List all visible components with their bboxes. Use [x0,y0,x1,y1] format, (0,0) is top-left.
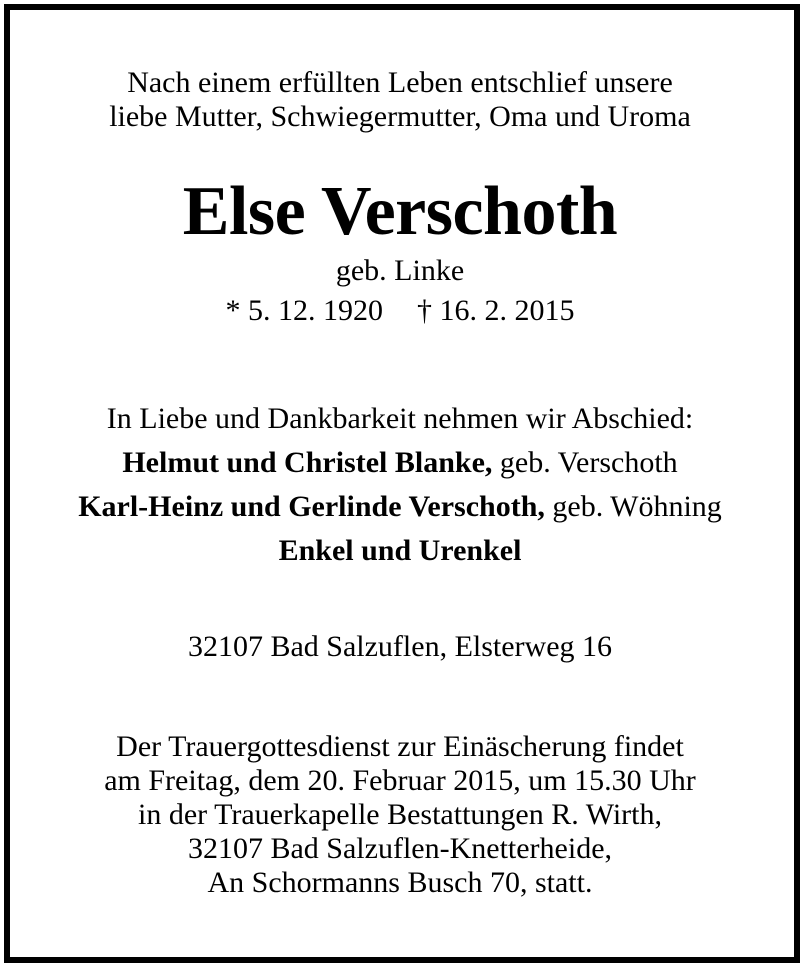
family-2-names: Karl-Heinz und Gerlinde Verschoth, [78,490,545,523]
family-1-note: geb. Verschoth [499,446,678,479]
mourner-family-2 [0,490,800,524]
grandchildren: Enkel und Urenkel [278,534,522,567]
maiden-name: geb. Linke [335,254,465,287]
family-1-names: Helmut und Christel Blanke, [122,446,493,479]
mourners-heading: In Liebe und Dankbarkeit nehmen wir Abschied: [106,402,694,435]
life-dates [0,294,800,328]
mourner-family-1 [0,446,800,480]
home-address: 32107 Bad Salzuflen, Elsterweg 16 [187,630,613,663]
intro-line-1: Nach einem erfüllten Leben entschlief unsere [127,66,673,99]
death-date: † 16. 2. 2015 [417,294,575,327]
service-line-1: Der Trauergottesdienst zur Einäscherung findet [116,730,684,763]
service-line-3: in der Trauerkapelle Bestattungen R. Wirth, [138,798,662,831]
intro-line-2: liebe Mutter, Schwiegermutter, Oma und Uroma [109,100,691,133]
service-line-2: am Freitag, dem 20. Februar 2015, um 15.30 Uhr [104,764,696,797]
family-2-note: geb. Wöhning [552,490,722,523]
deceased-name: Else Verschoth [182,173,618,250]
service-line-5: An Schormanns Busch 70, statt. [207,866,593,899]
service-line-4: 32107 Bad Salzuflen-Knetterheide, [187,832,613,865]
birth-date: * 5. 12. 1920 [225,294,383,327]
